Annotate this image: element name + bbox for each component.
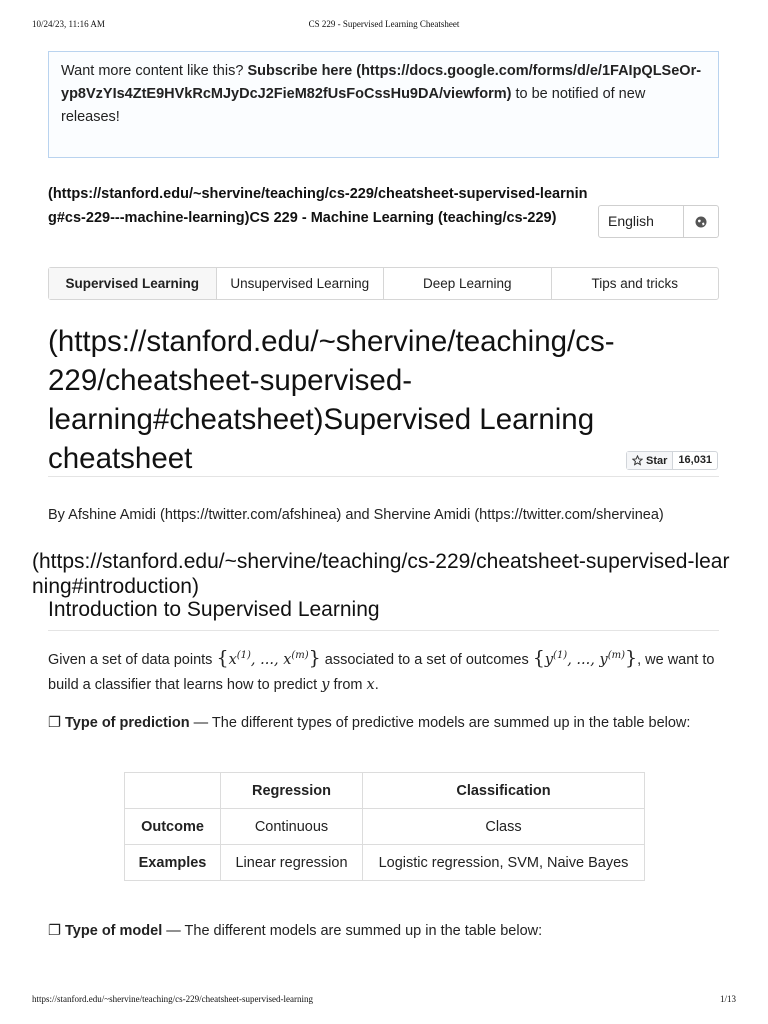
bullet-mark: ❐ [48, 923, 61, 939]
math-ellipsis: , ..., [250, 652, 284, 668]
topic-tabs [48, 267, 719, 300]
math-sup-m: (m) [607, 650, 625, 662]
print-url: https://stanford.edu/~shervine/teaching/cs-229/cheatsheet-supervised-learning [32, 994, 314, 1004]
title-divider [48, 476, 719, 477]
math-var-x: x [228, 652, 237, 668]
language-selector[interactable] [598, 205, 719, 238]
tab-unsupervised-learning[interactable]: Unsupervised Learning [217, 268, 385, 299]
site-title-link[interactable]: (https://stanford.edu/~shervine/teaching/cs-229/cheatsheet-supervised-learning#cs-229---machine-learning)CS 229 - Machine Learning (teaching/cs-229) [48, 186, 588, 226]
section-divider [48, 630, 719, 631]
subscribe-notice [48, 51, 719, 158]
print-title: CS 229 - Supervised Learning Cheatsheet [308, 19, 460, 29]
print-page-number: 1/13 [719, 994, 736, 1004]
math-sup-m: (m) [291, 650, 309, 662]
section-heading: Introduction to Supervised Learning [48, 598, 380, 621]
table-row-header: Examples [125, 845, 221, 881]
math-ellipsis: , ..., [567, 652, 600, 668]
tab-deep-learning[interactable]: Deep Learning [384, 268, 552, 299]
table-row [125, 773, 645, 809]
print-header [32, 19, 736, 31]
prediction-text: — The different types of predictive models are summed up in the table below: [189, 715, 691, 731]
tab-tips-and-tricks[interactable]: Tips and tricks [591, 276, 679, 291]
table-header-cell [125, 773, 221, 809]
table-cell: Continuous [221, 809, 363, 845]
math-lbrace: { [216, 647, 229, 669]
print-footer [32, 994, 736, 1006]
math-var-y: y [321, 677, 330, 693]
table-header-cell: Regression [221, 773, 363, 809]
type-of-prediction-paragraph [48, 711, 719, 736]
math-rbrace: } [308, 647, 321, 669]
model-text: — The different models are summed up in the table below: [162, 923, 543, 939]
math-outcomes [532, 647, 638, 669]
byline: By Afshine Amidi (https://twitter.com/afshinea) and Shervine Amidi (https://twitter.com/shervinea) [48, 507, 664, 523]
intro-text-2: associated to a set of outcomes [324, 652, 529, 668]
intro-text-5: . [374, 677, 379, 693]
intro-text-1: Given a set of data points [48, 652, 213, 668]
intro-text-4: from [333, 677, 363, 693]
subscribe-link-url[interactable]: (https://docs.google.com/forms/d/e/1FAIpQLSeOr-yp8VzYIs4ZtE9HVkRcMJyDcJ2FieM82fUsFoCssHu9DA/viewform) [61, 63, 702, 102]
intro-paragraph [48, 646, 719, 698]
model-term: Type of model [65, 923, 163, 939]
github-star-button[interactable] [626, 451, 718, 470]
star-button-label[interactable] [627, 452, 673, 469]
star-label: Star [646, 454, 668, 467]
math-var-x: x [366, 677, 375, 693]
table-row [125, 845, 645, 881]
math-var-x: x [283, 652, 292, 668]
type-of-model-paragraph [48, 919, 719, 944]
page-title[interactable]: (https://stanford.edu/~shervine/teaching/cs-229/cheatsheet-supervised-learning#cheatsheet)Supervised Learning cheatsheet [48, 325, 615, 475]
globe-icon[interactable] [684, 206, 718, 237]
math-var-y: y [544, 652, 554, 668]
bullet-mark: ❐ [48, 715, 61, 731]
math-sup-1: (1) [236, 650, 251, 662]
subscribe-link-label[interactable]: Subscribe here [247, 63, 353, 79]
table-header-cell: Classification [363, 773, 645, 809]
table-cell: Logistic regression, SVM, Naive Bayes [363, 845, 645, 881]
notice-tail: to be notified of new releases! [61, 86, 646, 125]
math-sup-1: (1) [553, 650, 568, 662]
intro-text-3: , we want to build a classifier that learns how to predict [48, 652, 715, 693]
star-count[interactable]: 16,031 [678, 454, 713, 466]
star-icon [632, 455, 643, 466]
prediction-term: Type of prediction [65, 715, 190, 731]
table-row-header: Outcome [125, 809, 221, 845]
math-rbrace: } [624, 647, 638, 669]
table-cell: Class [363, 809, 645, 845]
print-datetime: 10/24/23, 11:16 AM [32, 19, 105, 29]
table-cell: Linear regression [221, 845, 363, 881]
prediction-table [124, 772, 645, 881]
language-selected[interactable]: English [599, 206, 684, 237]
table-row [125, 809, 645, 845]
math-data-points [216, 647, 321, 669]
math-var-y: y [599, 652, 608, 668]
section-anchor-link[interactable]: (https://stanford.edu/~shervine/teaching/cs-229/cheatsheet-supervised-learning#introduction) [32, 550, 730, 598]
math-lbrace: { [532, 647, 545, 669]
tab-supervised-learning[interactable]: Supervised Learning [49, 268, 217, 299]
notice-lead: Want more content like this? [61, 63, 244, 79]
